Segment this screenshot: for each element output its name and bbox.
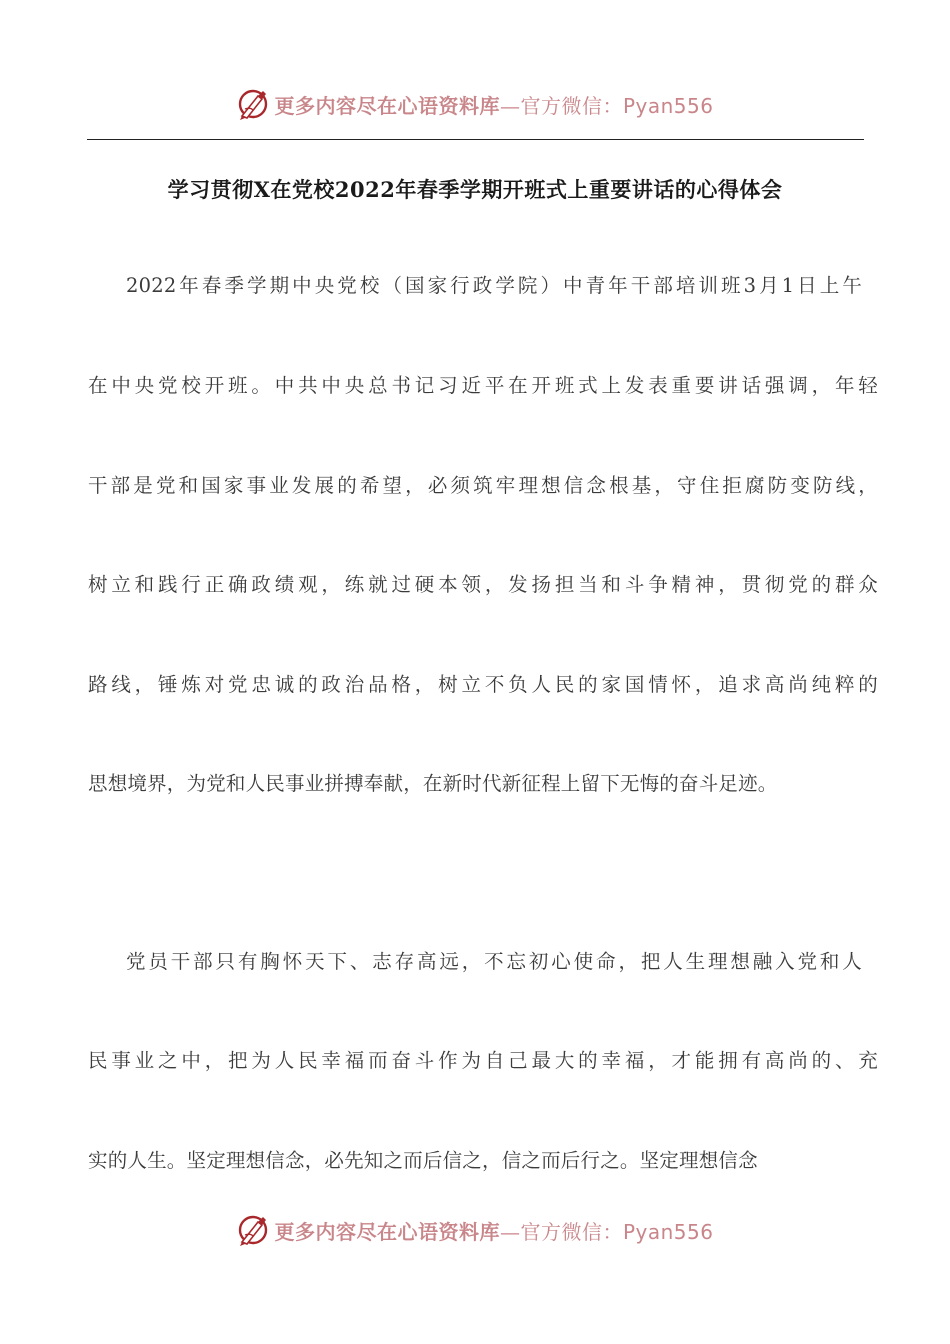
footer-banner [0, 1208, 950, 1252]
header-banner [0, 82, 950, 126]
paragraph-line: 实的人生。坚定理想信念，必先知之而后信之，信之而后行之。坚定理想信念 [88, 1149, 758, 1172]
header-banner-text: 更多内容尽在心语资料库—官方微信：Pyan556 [274, 93, 714, 118]
paragraph-line: 2022年春季学期中央党校（国家行政学院）中青年干部培训班3月1日上午 [126, 274, 862, 297]
paragraph-line: 干部是党和国家事业发展的希望，必须筑牢理想信念根基，守住拒腐防变防线， [88, 474, 878, 497]
paragraph-line: 路线，锤炼对党忠诚的政治品格，树立不负人民的家国情怀，追求高尚纯粹的 [88, 673, 878, 696]
footer-banner-text: 更多内容尽在心语资料库—官方微信：Pyan556 [274, 1219, 714, 1244]
document-title: 学习贯彻X在党校2022年春季学期开班式上重要讲话的心得体会 [167, 177, 783, 202]
pen-circle-logo-icon [236, 1213, 270, 1247]
pen-circle-logo-icon [236, 87, 270, 121]
paragraph-line: 党员干部只有胸怀天下、志存高远，不忘初心使命，把人生理想融入党和人 [126, 950, 862, 973]
paragraph-line: 思想境界，为党和人民事业拼搏奉献，在新时代新征程上留下无悔的奋斗足迹。 [88, 772, 778, 795]
paragraph-line: 民事业之中，把为人民幸福而奋斗作为自己最大的幸福，才能拥有高尚的、充 [88, 1049, 878, 1072]
header-rule [87, 139, 864, 140]
paragraph-line: 在中央党校开班。中共中央总书记习近平在开班式上发表重要讲话强调，年轻 [88, 374, 878, 397]
paragraph-line: 树立和践行正确政绩观，练就过硬本领，发扬担当和斗争精神，贯彻党的群众 [88, 573, 878, 596]
